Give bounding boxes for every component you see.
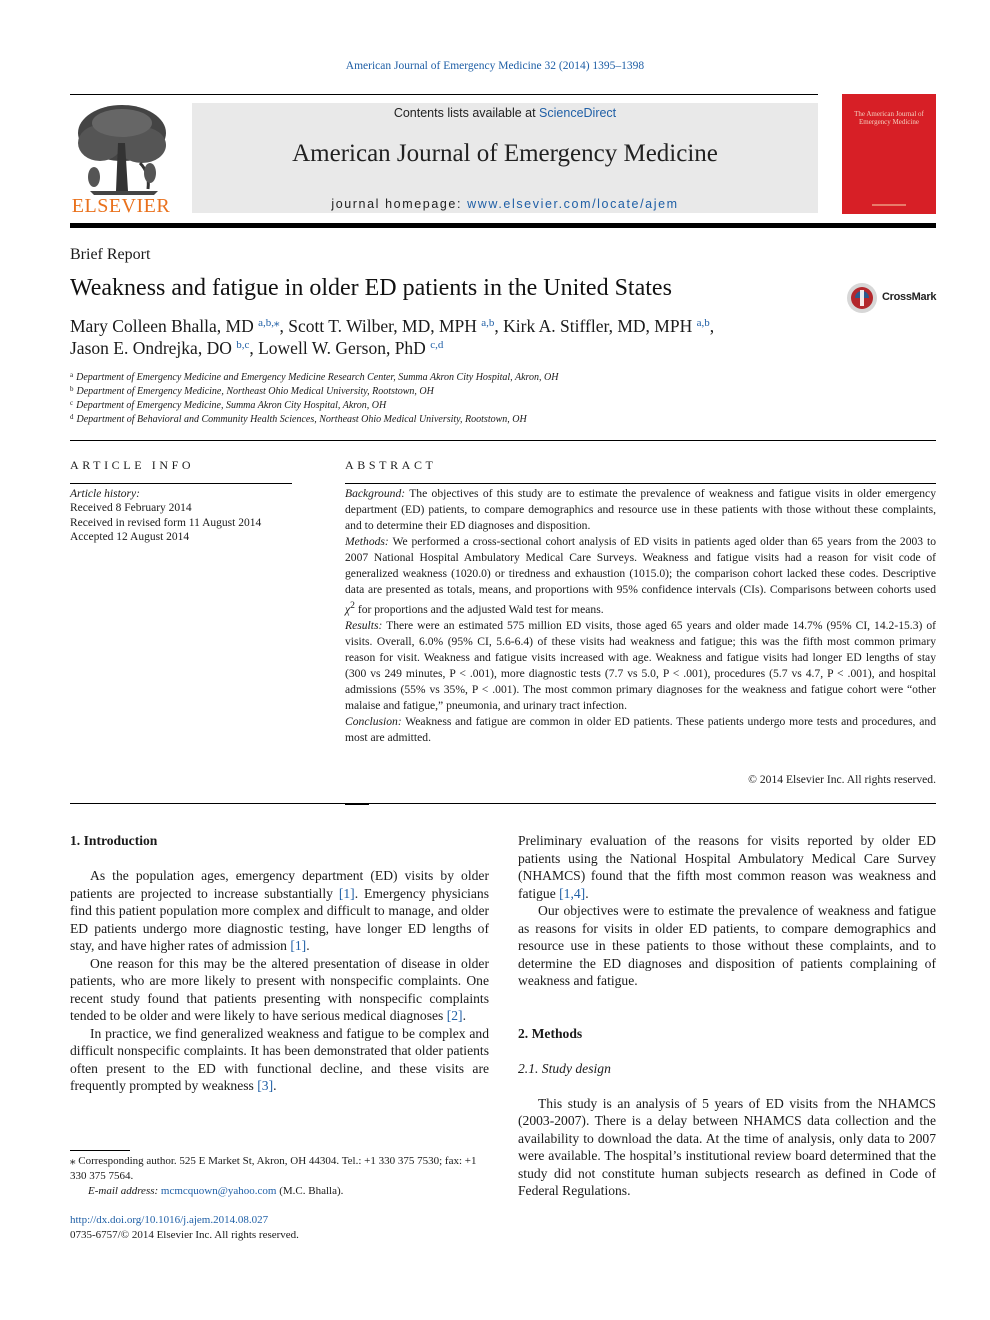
abstract-heading: ABSTRACT [345,458,437,472]
author[interactable]: Scott T. Wilber, MD, MPH $^{a,b}$ [288,316,495,336]
intro-paragraph-2: One reason for this may be the altered presentation of disease in older patients, who are more likely to present with nonspecific complaints. One recent study found that patients presenting with nonspecific complaints tended to be older and were likely to have serious medical diagnoses [2]. [70,955,489,1023]
methods-paragraph-1: This study is an analysis of 5 years of ED visits from the NHAMCS (2003-2007). There is a delay between NHAMCS data collection and the availability to download the data. At the time of analysis, only data to 2007 were available. The hospital’s institutional review board determined that the study did not constitute human subjects research as defined in Code of Federal Regulations. [518,1095,936,1198]
copyright-line: © 2014 Elsevier Inc. All rights reserved. [748,773,936,786]
authors-line-2: Jason E. Ondrejka, DO $^{b,c}$, Lowell W. Gerson, PhD $^{c,d}$ [70,338,444,358]
elsevier-wordmark: ELSEVIER [71,195,171,217]
abstract-body [345,486,936,746]
author[interactable]: Lowell W. Gerson, PhD $^{c,d}$ [258,338,444,358]
author[interactable]: Kirk A. Stiffler, MD, MPH $^{a,b}$ [503,316,710,336]
affiliation-a: $^a$ Department of Emergency Medicine and Emergency Medicine Research Center, Summa Akron City Hospital, Akron, OH [70,371,559,383]
email-link[interactable]: mcmcquown@yahoo.com [160,1185,277,1197]
intro-paragraph-4: Preliminary evaluation of the reasons for visits reported by older ED patients using the National Hospital Ambulatory Medical Care Survey (NHAMCS) found that the fifth most common reason was weakness and fatigue [1,4]. [518,833,936,901]
history-label: Article history: [70,488,140,500]
reference-link[interactable]: [1] [290,938,307,953]
journal-name: American Journal of Emergency Medicine [292,140,718,167]
article-info-heading: ARTICLE INFO [70,458,195,472]
abstract-rule [345,483,936,484]
history-revised: Received in revised form 11 August 2014 [70,517,262,529]
reference-link[interactable]: [1,4] [559,885,586,901]
history-received: Received 8 February 2014 [70,502,192,514]
abstract-conclusion: Conclusion: Weakness and fatigue are common in older ED patients. These patients undergo more tests and procedures, and most are admitted. [345,714,936,744]
corresponding-author: ⁎ Corresponding author. 525 E Market St, Akron, OH 44304. Tel.: +1 330 375 7530; fax: +1 330 375 7564. [70,1155,477,1182]
abstract-bottom-rule [70,803,936,804]
author[interactable]: Mary Colleen Bhalla, MD $^{a,b,⁎}$ [70,316,280,336]
intro-paragraph-1: As the population ages, emergency department (ED) visits by older patients are projected to increase substantially [1]. Emergency physicians find this patient population more complex and difficult to manage, and older ED patients undergo more diagnostic testing, have longer ED lengths of stay, and have higher rates of admission [1]. [70,868,489,953]
article-type: Brief Report [70,246,151,263]
contents-prefix: Contents lists available at [393,106,540,120]
header-thick-rule [70,223,936,228]
cover-title: The American Journal of Emergency Medicine [854,110,924,126]
section-heading-introduction: 1. Introduction [70,833,158,848]
abstract-results: Results: There were an estimated 575 million ED visits, those aged 65 years and older made 14.7% (95% CI, 14.2-15.3) of visits. Overall, 6.0% (95% CI, 5.6-6.4) of these visits had weakness and fatigue; this was the fifth most common primary reason for visit. Weakness and fatigue visits increased with age. Weakness and fatigue visits had longer ED lengths of stay (300 vs 249 minutes, P < .001), more diagnostic tests (7.7 vs 5.0, P < .001), procedures (5.7 vs 4.7, P < .001), and hospital admissions (55% vs 35%, P < .001). The most common primary diagnoses for the weakness and fatigue cohort were “other malaise and fatigue,” pneumonia, and urinary tract infection. [345,618,936,712]
article-info-rule [70,483,292,484]
section-heading-methods: 2. Methods [518,1025,583,1041]
abstract-methods: Methods: We performed a cross-sectional cohort analysis of ED visits in patients aged older than 65 years from the 2003 to 2007 National Hospital Ambulatory Medical Care Surveys. Weakness and fatigue visits had a reason for visit code of generalized weakness (1020.0) or tiredness and exhaustion (1015.0); the comparison cohort lacked these codes. Descriptive data are presented as totals, means, and proportions with 95% confidence intervals (CIs). Comparisons between cohorts used $\chi^2$ for proportions and the adjusted Wald test for means. [345,535,936,616]
intro-paragraph-5: Our objectives were to estimate the prevalence of weakness and fatigue as reasons for visits in older ED patients, to compare demographics and resource use in these patients to those without these complaints, and to determine the ED diagnoses and disposition of patients complaining of weakness and fatigue. [518,903,936,988]
section-rule [70,440,936,441]
sciencedirect-link[interactable]: ScienceDirect [539,106,617,120]
article-title: Weakness and fatigue in older ED patients in the United States [70,275,672,301]
email-line: E-mail address: mcmcquown@yahoo.com (M.C. Bhalla). [88,1185,344,1197]
cover-decoration [872,204,906,206]
contents-line [192,106,818,120]
journal-homepage-line [192,197,818,211]
reference-link[interactable]: [1] [338,885,355,901]
reference-link[interactable]: [2] [446,1008,463,1023]
abstract-rule-tick [345,803,369,805]
authors-line-1: Mary Colleen Bhalla, MD $^{a,b,⁎}$, Scott T. Wilber, MD, MPH $^{a,b}$, Kirk A. Stiffler, MD, MPH $^{a,b}$, [70,316,715,336]
history-accepted: Accepted 12 August 2014 [70,531,190,543]
abstract-background: Background: The objectives of this study are to estimate the prevalence of weakness and fatigue visits in older emergency department (ED) patients, to compare demographics and resource use in these patients with those without these complaints, and to determine their ED diagnoses and disposition. [345,487,936,532]
homepage-prefix: journal homepage: [331,197,468,211]
journal-homepage-link[interactable]: www.elsevier.com/locate/ajem [467,197,679,211]
subsection-heading-study-design: 2.1. Study design [518,1060,611,1076]
reference-link[interactable]: [3] [257,1078,274,1093]
body-left-column [70,832,489,1095]
footnote-rule [70,1150,130,1151]
intro-paragraph-3: In practice, we find generalized weakness and fatigue to be complex and difficult nonspecific complaints. It has been demonstrated that older patients often present to the ED with functional decline, and these visits are frequently prompted by weakness [3]. [70,1025,489,1093]
journal-citation[interactable]: American Journal of Emergency Medicine 32 (2014) 1395–1398 [345,60,645,72]
header-rule [70,94,818,95]
affiliation-d: $^d$ Department of Behavioral and Community Health Sciences, Northeast Ohio Medical University, Rootstown, OH [70,413,527,425]
issn-line: 0735-6757/© 2014 Elsevier Inc. All rights reserved. [70,1229,299,1241]
crossmark-icon[interactable] [846,282,878,314]
affiliation-c: $^c$ Department of Emergency Medicine, Summa Akron City Hospital, Akron, OH [70,399,387,411]
doi-link[interactable]: http://dx.doi.org/10.1016/j.ajem.2014.08.027 [70,1214,269,1226]
crossmark-label[interactable]: CrossMark [882,291,937,303]
affiliation-b: $^b$ Department of Emergency Medicine, Northeast Ohio Medical University, Rootstown, OH [70,385,434,397]
author[interactable]: Jason E. Ondrejka, DO $^{b,c}$ [70,338,250,358]
corresponding-author-footnote [70,1154,489,1199]
body-right-column [518,832,936,1200]
